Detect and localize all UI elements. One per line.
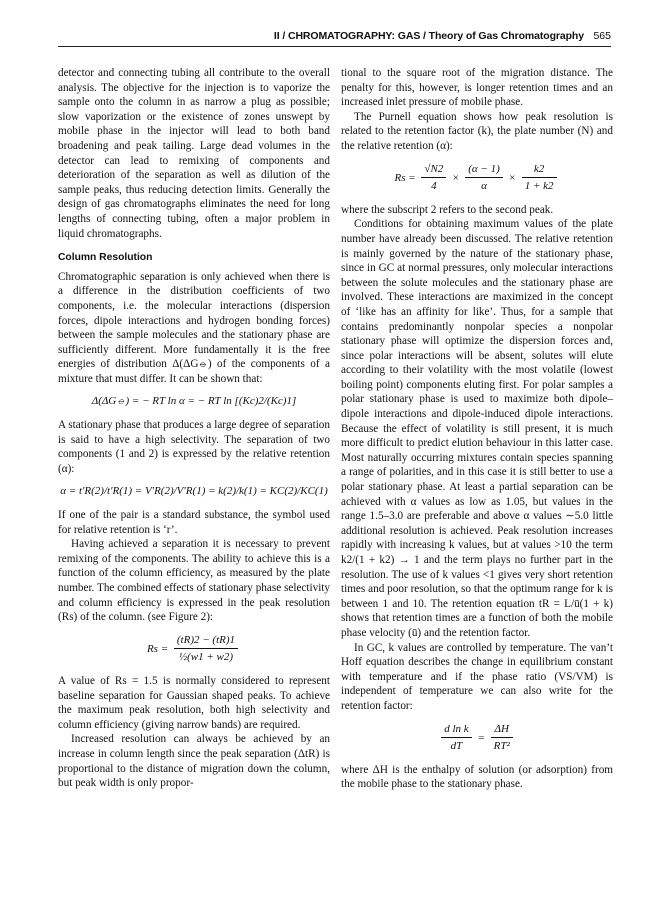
- paragraph: where ΔH is the enthalpy of solution (or adsorption) from the mobile phase to the stationary phase.: [341, 763, 613, 791]
- paragraph: Chromatographic separation is only achieved when there is a difference in the distribution coefficients of two components, i.e. the molecular interactions (dispersion forces, dipole interactions and hydrogen bonding forces) between the sample molecules and the stationary phase are sufficiently different. More fundamentally it is the free energies of distribution Δ(ΔG⦵) of the components of a mixture that must differ. It can be shown that:: [58, 270, 330, 385]
- fraction: [174, 633, 238, 665]
- page-number: 565: [593, 30, 611, 42]
- paragraph: Conditions for obtaining maximum values of the plate number have already been discussed. The relative retention is mainly governed by the nature of the stationary phase, since in GC at normal pressures, only molecular interactions between the solute molecules and the stationary phase are involved. These interactions are maximized in the concept of ‘like has an affinity for like’. Thus, for a sample that contains predominantly nonpolar species a nonpolar stationary phase will optimize the dispersion forces and, since polar interactions will be absent, solutes will elute according to their volatility with the most volatile (lowest boiling point) components eluting first. For polar samples a polar stationary phase is used to maximize both dipole–dipole interactions and dipole-induced dipole interactions. Because the effect of volatility is still present, it is much more difficult to predict elution behaviour in this latter case. Most naturally occurring mixtures contain species spanning a range of polarities, and in this case it is still better to use a polar stationary phase. At least a partial separation can be achieved with α values as low as 1.05, but values in the range 1.5–3.0 are preferable and above α values ∼5.0 little additional resolution is achieved. Peak resolution increases rapidly with increasing k values, but at values >10 the term k2/(1 + k2) → 1 and the term plays no further part in the resolution. The use of k values <1 gives very short retention times and poor resolution, so that the optimum range for k is between 1 and 10. The retention equation tR = L/ū(1 + k) shows that retention times are a function of both the mobile phase velocity (ū) and the retention factor.: [341, 218, 613, 639]
- times-sign: ×: [452, 171, 460, 184]
- equation-resolution: [58, 633, 330, 665]
- times-sign: ×: [508, 171, 516, 184]
- fraction: [441, 722, 471, 754]
- paragraph: Having achieved a separation it is necessary to prevent remixing of the components. The ability to achieve this is a function of the column efficiency, as measured by the plate number. The combined effects of stationary phase selectivity and column efficiency is expressed in the peak resolution (Rs) of the column. (see Figure 2):: [58, 538, 330, 624]
- right-column: [341, 66, 613, 792]
- denominator: RT²: [493, 740, 510, 753]
- equation-purnell: [341, 162, 613, 194]
- denominator: dT: [450, 740, 463, 753]
- paragraph: detector and connecting tubing all contribute to the overall analysis. The objective for the injection is to vaporize the sample onto the column in as narrow a plug as possible; slow vaporization or the existence of zones unswept by mobile phase in the injector will lead to both band broadening and peak tailing. Large dead volumes in the detector can lead to remixing of components and deterioration of the separation as well as dilution of the sample peaks, thus reducing detection limits. Generally the design of gas chromatographs eliminates the need for long lengths of connecting tubing, often a major problem in liquid chromatographs.: [58, 67, 330, 240]
- equation-free-energy: Δ(ΔG⦵) = − RT ln α = − RT ln [(Kc)2/(Kc)1]: [91, 395, 297, 408]
- numerator: √N2: [421, 162, 446, 179]
- numerator: k2: [522, 162, 557, 179]
- fraction: [465, 162, 503, 194]
- paragraph: In GC, k values are controlled by temperature. The van’t Hoff equation describes the change in equilibrium constant with temperature and if the phase ratio (VS/VM) is independent of temperature we can also write for the retention factor:: [341, 641, 613, 712]
- denominator: α: [481, 180, 487, 193]
- header-rule: [58, 46, 611, 47]
- paragraph: tional to the square root of the migration distance. The penalty for this, however, is longer retention times and an increased inlet pressure of mobile phase.: [341, 67, 613, 109]
- equals-sign: =: [477, 731, 485, 744]
- fraction: [522, 162, 557, 194]
- numerator: (α − 1): [465, 162, 503, 179]
- paragraph: Increased resolution can always be achieved by an increase in column length since the peak separation (ΔtR) is proportional to the distance of migration down the column, but peak width is only propor-: [58, 733, 330, 790]
- paragraph: A value of Rs = 1.5 is normally considered to represent baseline separation for Gaussian shaped peaks. To achieve the maximum peak resolution, both high selectivity and column efficiency (giving narrow bands) are required.: [58, 674, 330, 731]
- fraction: [421, 162, 446, 194]
- denominator: ½(w1 + w2): [178, 651, 234, 664]
- paragraph: If one of the pair is a standard substance, the symbol used for relative retention is ‘r’.: [58, 509, 330, 536]
- fraction: [491, 722, 513, 754]
- numerator: d ln k: [441, 722, 471, 739]
- section-heading: Column Resolution: [58, 252, 153, 264]
- denominator: 4: [431, 180, 437, 193]
- equation-vant-hoff: [341, 722, 613, 754]
- paragraph: The Purnell equation shows how peak resolution is related to the retention factor (k), the plate number (N) and the relative retention (α):: [341, 110, 613, 152]
- paragraph: where the subscript 2 refers to the second peak.: [341, 203, 554, 216]
- equation-lhs: Rs =: [394, 171, 416, 184]
- left-column: [58, 66, 330, 791]
- paragraph: A stationary phase that produces a large degree of separation is said to have a high selectivity. The separation of two components (1 and 2) is expressed by the relative retention (α):: [58, 419, 330, 475]
- numerator: (tR)2 − (tR)1: [174, 633, 238, 650]
- equation-relative-retention: α = t′R(2)/t′R(1) = V′R(2)/V′R(1) = k(2)/k(1) = KC(2)/KC(1): [60, 485, 328, 498]
- numerator: ΔH: [491, 722, 513, 739]
- denominator: 1 + k2: [524, 180, 554, 193]
- running-title: II / CHROMATOGRAPHY: GAS / Theory of Gas Chromatography: [273, 30, 584, 42]
- equation-lhs: Rs =: [146, 642, 169, 655]
